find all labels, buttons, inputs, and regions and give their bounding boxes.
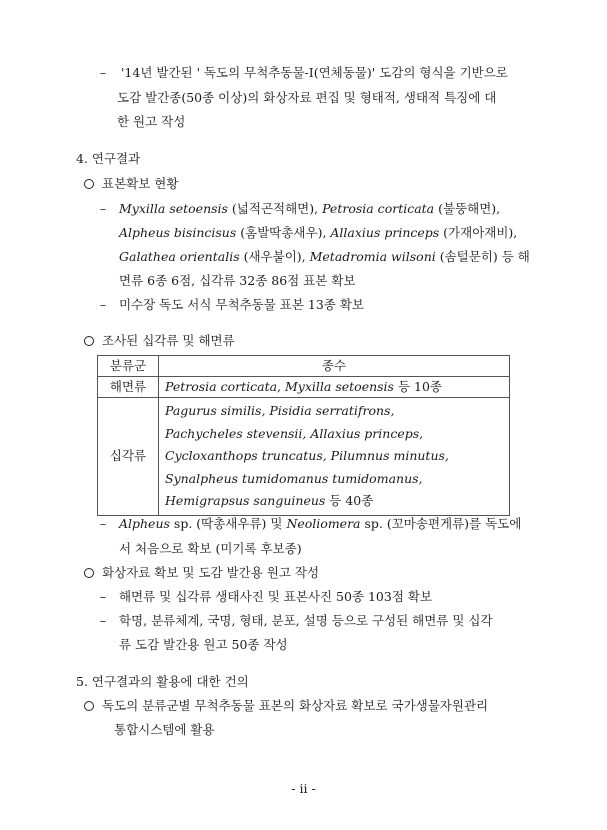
species-count: 등 40종 bbox=[325, 493, 374, 508]
species-name: Alpheus bisincisus bbox=[119, 225, 237, 240]
section5-item-text: 독도의 분류군별 무척추동물 표본의 화상자료 확보로 국가생물자원관리 bbox=[102, 698, 489, 713]
surveyed-note-line1 bbox=[97, 515, 521, 533]
common-name: (넓적곤적해면), bbox=[227, 201, 323, 216]
species-list: Pachycheles stevensii, Allaxius princeps, bbox=[165, 425, 424, 441]
images-item2-line1 bbox=[97, 612, 493, 630]
species-name: Galathea orientalis bbox=[119, 249, 240, 264]
note-text: sp. (꼬마송편게류)를 독도에 bbox=[360, 516, 522, 531]
table-header-group: 분류군 bbox=[98, 356, 159, 377]
table-header-species: 종수 bbox=[159, 356, 510, 377]
dash-marker: – bbox=[99, 613, 107, 628]
table-row bbox=[98, 377, 510, 398]
species-list: Cycloxanthops truncatus, Pilumnus minutus, bbox=[165, 448, 449, 463]
images-item1-text: 해면류 및 십각류 생태사진 및 표본사진 50종 103점 확보 bbox=[118, 589, 433, 604]
species-list: Pagurus similis, Pisidia serratifrons, bbox=[165, 403, 395, 418]
common-name: (솜털문히) 등 해 bbox=[435, 249, 530, 264]
table-cell-species bbox=[159, 398, 510, 516]
dash-marker: – bbox=[99, 65, 107, 80]
species-count: 등 10종 bbox=[393, 379, 442, 394]
page-number: - ii - bbox=[291, 781, 316, 796]
surveyed-title bbox=[84, 332, 235, 350]
intro-text-3: 한 원고 작성 bbox=[117, 114, 186, 129]
intro-bullet-line1 bbox=[97, 64, 508, 82]
dash-marker: – bbox=[99, 201, 107, 216]
specimen-title-text: 표본확보 현황 bbox=[102, 176, 179, 191]
images-title-text: 화상자료 확보 및 도감 발간용 원고 작성 bbox=[102, 565, 320, 580]
section5-item-line2: 통합시스템에 활용 bbox=[114, 722, 215, 737]
table-cell-group: 해면류 bbox=[98, 377, 159, 398]
intro-text-1: '14년 발간된 ' 독도의 무척추동물-I(연체동물)' 도감의 형식을 기반으로 bbox=[120, 65, 508, 80]
species-name: Petrosia corticata bbox=[322, 201, 435, 216]
specimen-title bbox=[84, 175, 178, 193]
common-name: (불뚱해면), bbox=[434, 201, 501, 216]
images-title bbox=[84, 564, 319, 582]
circle-bullet-icon bbox=[84, 568, 94, 578]
species-name: Myxilla setoensis bbox=[118, 201, 228, 216]
species-name: Neoliomera bbox=[286, 516, 361, 531]
table-row bbox=[98, 398, 510, 516]
section5-item-line1 bbox=[84, 697, 488, 715]
species-name: Metadromia wilsoni bbox=[309, 249, 436, 264]
table-cell-species bbox=[159, 377, 510, 398]
table-header-row bbox=[98, 356, 510, 377]
images-item2-line2: 류 도감 발간용 원고 50종 작성 bbox=[119, 637, 288, 652]
dash-marker: – bbox=[99, 589, 107, 604]
section5-heading: 5. 연구결과의 활용에 대한 건의 bbox=[76, 674, 249, 689]
common-name: (홈발딱총새우), bbox=[236, 225, 331, 240]
note-text: sp. (딱총새우류) 및 bbox=[169, 516, 287, 531]
species-table bbox=[97, 355, 510, 516]
species-list: Hemigrapsus sanguineus bbox=[165, 493, 326, 508]
images-item2-text: 학명, 분류체계, 국명, 형태, 분포, 설명 등으로 구성된 해면류 및 십각 bbox=[118, 613, 493, 628]
circle-bullet-icon bbox=[84, 179, 94, 189]
circle-bullet-icon bbox=[84, 701, 94, 711]
table-cell-group: 십각류 bbox=[98, 398, 159, 516]
specimen-item1-line2 bbox=[119, 224, 517, 242]
specimen-item2 bbox=[97, 296, 364, 314]
surveyed-note-line2: 서 처음으로 확보 (미기록 후보종) bbox=[119, 541, 302, 556]
species-name: Allaxius princeps bbox=[330, 225, 440, 240]
section4-heading: 4. 연구결과 bbox=[76, 151, 141, 166]
dash-marker: – bbox=[99, 516, 107, 531]
dash-marker: – bbox=[99, 297, 107, 312]
common-name: (새우붙이), bbox=[239, 249, 310, 264]
species-name: Alpheus bbox=[118, 516, 170, 531]
specimen-item2-text: 미수장 독도 서식 무척추동물 표본 13종 확보 bbox=[118, 297, 365, 312]
specimen-item1-line4: 면류 6종 6점, 십각류 32종 86점 표본 확보 bbox=[119, 273, 356, 288]
circle-bullet-icon bbox=[84, 336, 94, 346]
surveyed-title-text: 조사된 십각류 및 해면류 bbox=[102, 333, 235, 348]
species-list: Petrosia corticata, Myxilla setoensis bbox=[165, 379, 394, 394]
specimen-item1-line1 bbox=[97, 200, 500, 218]
intro-text-2: 도감 발간종(50종 이상)의 화상자료 편집 및 형태적, 생태적 특징에 대 bbox=[117, 90, 497, 105]
specimen-item1-line3 bbox=[119, 248, 530, 266]
species-list: Synalpheus tumidomanus tumidomanus, bbox=[165, 470, 423, 486]
images-item1 bbox=[97, 588, 432, 606]
common-name: (가재아재비), bbox=[439, 225, 518, 240]
